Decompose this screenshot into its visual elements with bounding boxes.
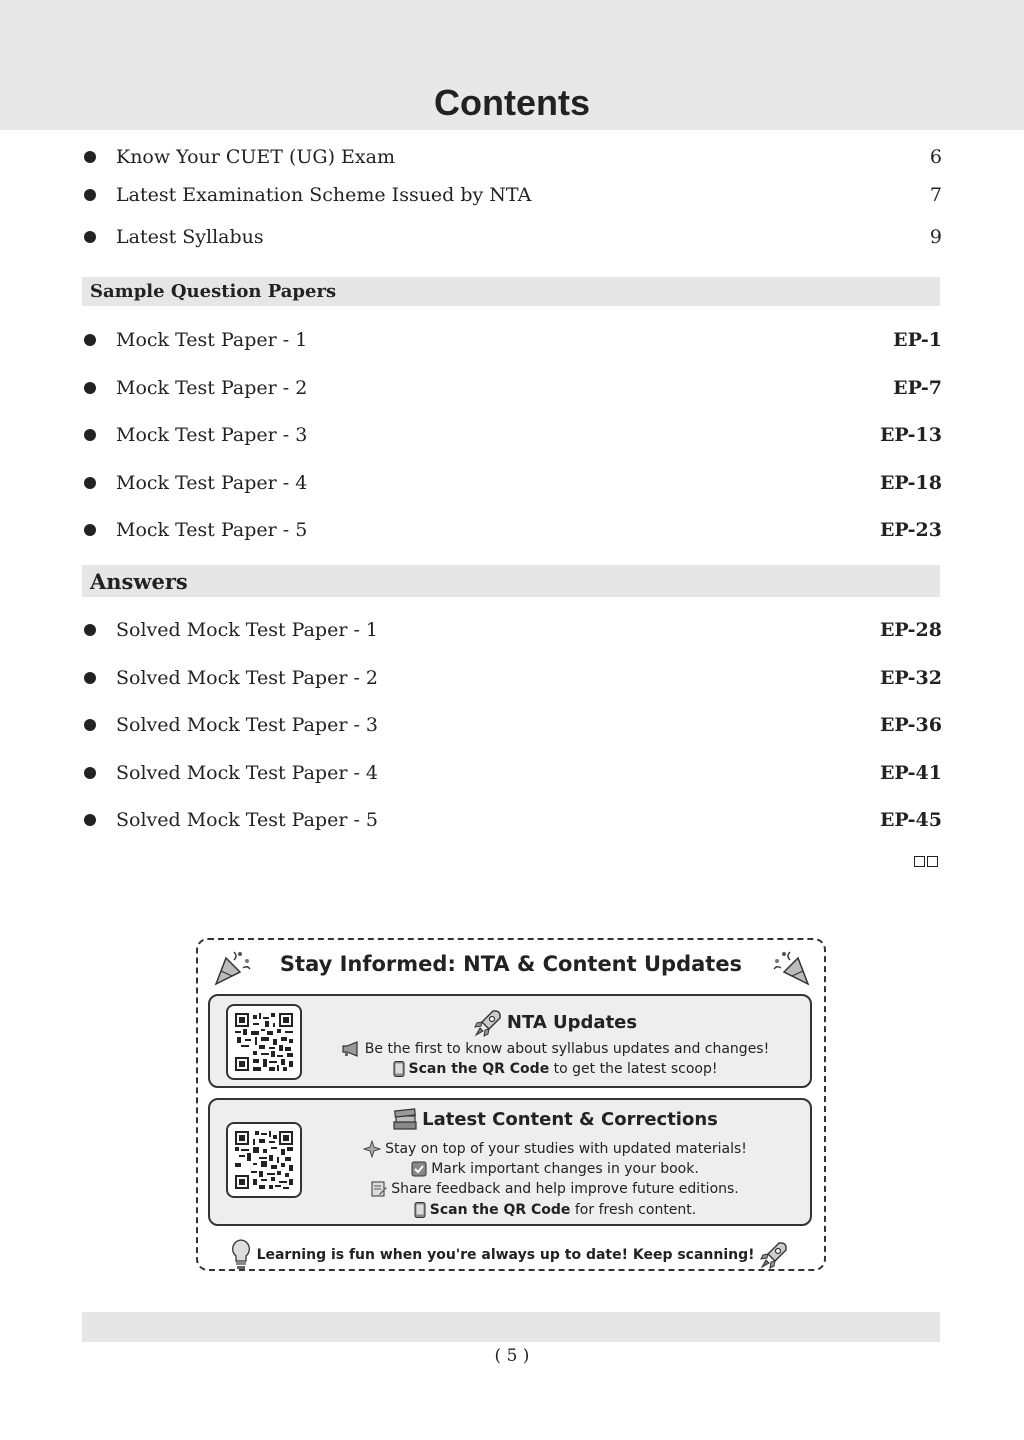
toc-item[interactable] [82,325,942,355]
content-updates-panel [208,1098,812,1226]
bullet-icon [84,624,96,636]
footer-band [82,1312,940,1342]
nta-updates-panel [208,994,812,1088]
toc-item-label: Solved Mock Test Paper - 2 [116,667,379,689]
toc-item[interactable] [82,468,942,498]
toc-item-label: Solved Mock Test Paper - 5 [116,809,379,831]
toc-item[interactable] [82,222,942,252]
bullet-icon [84,429,96,441]
content-line: Mark important changes in your book. [310,1161,800,1177]
bullet-icon [84,814,96,826]
toc-item-page: EP-32 [879,667,942,689]
nta-scan-line: Scan the QR Code to get the latest scoop! [310,1061,800,1077]
toc-item[interactable] [82,758,942,788]
toc-item[interactable] [82,373,942,403]
bullet-icon [84,767,96,779]
toc-item-page: EP-23 [879,519,942,541]
page-title: Contents [434,82,590,123]
toc-item-label: Solved Mock Test Paper - 4 [116,762,379,784]
bullet-icon [84,672,96,684]
toc-item-label: Latest Examination Scheme Issued by NTA [116,184,532,206]
toc-item[interactable] [82,420,942,450]
toc-item-page: EP-45 [879,809,942,831]
toc-item[interactable] [82,142,942,172]
checkbox-icon [411,1161,427,1177]
toc-item-page: EP-28 [879,619,942,641]
content-line: Share feedback and help improve future editions. [310,1181,800,1197]
bullet-icon [84,382,96,394]
toc-item-page: 6 [929,146,942,168]
toc-item[interactable] [82,805,942,835]
bullet-icon [84,189,96,201]
lightbulb-icon [229,1238,253,1272]
rocket-icon [473,1008,503,1038]
toc-item-page: EP-36 [879,714,942,736]
toc-item[interactable] [82,180,942,210]
toc-item-label: Solved Mock Test Paper - 3 [116,714,379,736]
info-box-title: Stay Informed: NTA & Content Updates [279,952,743,976]
toc-item-page: EP-1 [893,329,942,351]
updates-info-box [196,938,826,1271]
bullet-icon [84,524,96,536]
content-line: Stay on top of your studies with updated materials! [310,1140,800,1158]
content-scan-line: Scan the QR Code for fresh content. [310,1202,800,1218]
toc-item-page: 7 [929,184,942,206]
content-updates-title: Latest Content & Corrections [310,1108,800,1132]
section-heading-label: Sample Question Papers [90,281,337,302]
bullet-icon [84,151,96,163]
toc-item-page: 9 [929,226,942,248]
phone-icon [414,1202,426,1218]
toc-item-label: Mock Test Paper - 4 [116,472,308,494]
toc-item-label: Mock Test Paper - 1 [116,329,308,351]
end-mark-icon [914,852,940,864]
qr-code-icon[interactable] [226,1004,302,1080]
toc-item-page: EP-18 [879,472,942,494]
megaphone-icon [341,1041,361,1057]
toc-item-page: EP-41 [879,762,942,784]
section-heading [82,277,940,306]
phone-icon [393,1061,405,1077]
toc-item[interactable] [82,710,942,740]
rocket-icon [759,1240,789,1270]
toc-item-page: EP-7 [893,377,942,399]
section-heading-label: Answers [90,569,188,594]
toc-item-label: Latest Syllabus [116,226,264,248]
toc-item-label: Mock Test Paper - 3 [116,424,308,446]
bullet-icon [84,231,96,243]
toc-item[interactable] [82,515,942,545]
page-number: ( 5 ) [494,1346,530,1366]
bullet-icon [84,719,96,731]
qr-code-icon[interactable] [226,1122,302,1198]
toc-item[interactable] [82,615,942,645]
nta-updates-line: Be the first to know about syllabus updates and changes! [310,1041,800,1057]
toc-item-label: Know Your CUET (UG) Exam [116,146,395,168]
toc-item-label: Solved Mock Test Paper - 1 [116,619,379,641]
sparkles-icon [363,1140,381,1158]
section-heading [82,565,940,597]
toc-item-label: Mock Test Paper - 5 [116,519,308,541]
bullet-icon [84,477,96,489]
bullet-icon [84,334,96,346]
books-icon [392,1108,418,1132]
info-box-footer: Learning is fun when you're always up to date! Keep scanning! [198,1238,824,1272]
toc-item[interactable] [82,663,942,693]
toc-item-label: Mock Test Paper - 2 [116,377,308,399]
nta-updates-title: NTA Updates [310,1008,800,1038]
memo-icon [371,1181,387,1197]
toc-item-page: EP-13 [879,424,942,446]
